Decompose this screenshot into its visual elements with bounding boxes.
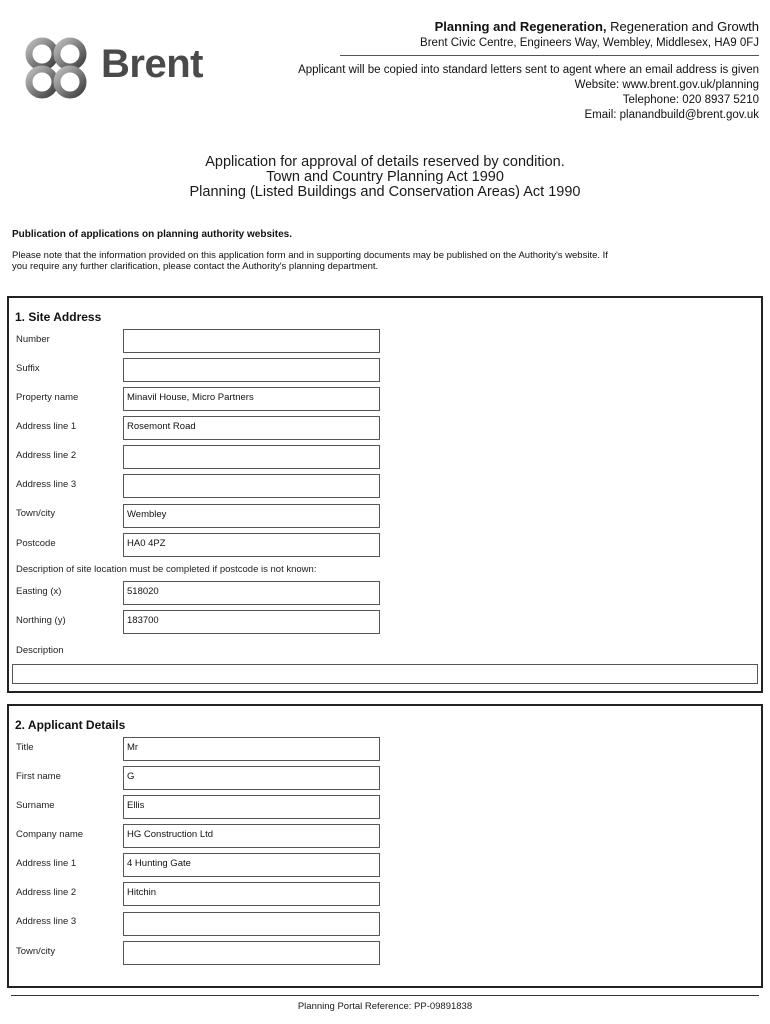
applicant-town-city-field[interactable]	[123, 941, 380, 965]
postcode-field[interactable]: HA0 4PZ	[123, 533, 380, 557]
department-line	[435, 19, 759, 34]
publication-heading: Publication of applications on planning authority websites.	[12, 229, 293, 240]
address-line-3-field[interactable]	[123, 474, 380, 498]
field-label: Address line 3	[16, 479, 77, 490]
field-label: Address line 2	[16, 450, 77, 461]
town-city-field[interactable]: Wembley	[123, 504, 380, 528]
field-label: Town/city	[16, 508, 56, 519]
applicant-address-line-2-field[interactable]: Hitchin	[123, 882, 380, 906]
applicant-details-section	[7, 704, 763, 988]
field-label: Town/city	[16, 946, 56, 957]
section-title: 1. Site Address	[15, 310, 102, 324]
field-label: Address line 2	[16, 887, 77, 898]
description-field[interactable]	[12, 664, 758, 684]
section-title: 2. Applicant Details	[15, 718, 126, 732]
field-label: Address line 3	[16, 916, 77, 927]
form-act-1: Town and Country Planning Act 1990	[266, 169, 504, 185]
field-label: Company name	[16, 829, 84, 840]
form-title: Application for approval of details reserved by condition.	[205, 154, 565, 170]
number-field[interactable]	[123, 329, 380, 353]
address-line-1-field[interactable]: Rosemont Road	[123, 416, 380, 440]
site-address-section	[7, 296, 763, 693]
applicant-address-line-1-field[interactable]: 4 Hunting Gate	[123, 853, 380, 877]
company-name-field[interactable]: HG Construction Ltd	[123, 824, 380, 848]
field-label: Address line 1	[16, 421, 77, 432]
suffix-field[interactable]	[123, 358, 380, 382]
email: Email: planandbuild@brent.gov.uk	[584, 109, 759, 121]
portal-reference: Planning Portal Reference: PP-09891838	[297, 1001, 473, 1012]
title-field[interactable]: Mr	[123, 737, 380, 761]
surname-field[interactable]: Ellis	[123, 795, 380, 819]
header-rule	[340, 55, 759, 56]
field-label: Address line 1	[16, 858, 77, 869]
field-label: Number	[16, 334, 50, 345]
property-name-field[interactable]: Minavil House, Micro Partners	[123, 387, 380, 411]
website: Website: www.brent.gov.uk/planning	[574, 79, 759, 91]
address-line-2-field[interactable]	[123, 445, 380, 469]
field-label: Surname	[16, 800, 55, 811]
department-sub: Regeneration and Growth	[606, 19, 759, 34]
field-label: Property name	[16, 392, 79, 403]
easting-field[interactable]: 518020	[123, 581, 380, 605]
field-label: Postcode	[16, 538, 56, 549]
brent-logo-mark-icon	[24, 36, 104, 102]
northing-field[interactable]: 183700	[123, 610, 380, 634]
applicant-address-line-3-field[interactable]	[123, 912, 380, 936]
logo-wordmark: Brent	[101, 42, 203, 86]
field-label: Description	[16, 645, 64, 656]
field-label: Suffix	[16, 363, 40, 374]
field-label: First name	[16, 771, 61, 782]
telephone: Telephone: 020 8937 5210	[622, 94, 759, 106]
council-address: Brent Civic Centre, Engineers Way, Wembley, Middlesex, HA9 0FJ	[420, 37, 759, 49]
publication-text-2: you require any further clarification, please contact the Authority's planning department.	[12, 261, 379, 272]
footer-rule	[11, 995, 759, 996]
first-name-field[interactable]: G	[123, 766, 380, 790]
field-label: Northing (y)	[16, 615, 66, 626]
form-act-2: Planning (Listed Buildings and Conservation Areas) Act 1990	[189, 184, 581, 200]
field-label: Easting (x)	[16, 586, 62, 597]
agent-note: Applicant will be copied into standard letters sent to agent where an email address is given	[298, 64, 759, 76]
publication-text-1: Please note that the information provided on this application form and in supporting documents may be published on the Authority's website. If	[12, 250, 608, 261]
department-name: Planning and Regeneration,	[434, 19, 607, 34]
location-description-note: Description of site location must be completed if postcode is not known:	[16, 564, 317, 575]
field-label: Title	[16, 742, 34, 753]
